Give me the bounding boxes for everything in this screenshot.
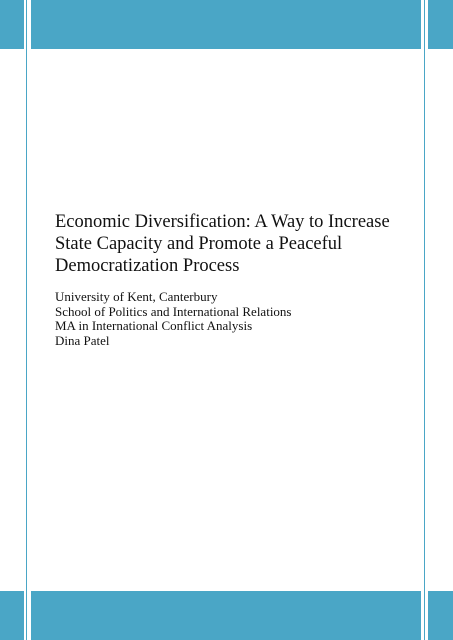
top-band-left xyxy=(0,0,24,49)
university-name: University of Kent, Canterbury xyxy=(55,289,218,304)
author-name: Dina Patel xyxy=(55,332,110,348)
bottom-band-left xyxy=(0,591,24,640)
programme-name: MA in International Conflict Analysis xyxy=(55,318,253,333)
title-line-3: Democratization Process xyxy=(55,256,240,276)
document-title xyxy=(55,211,415,277)
title-line-2: State Capacity and Promote a Peaceful xyxy=(55,234,343,254)
document-metadata xyxy=(55,290,415,348)
title-line-1: Economic Diversification: A Way to Increase xyxy=(55,212,390,232)
top-band-center xyxy=(31,0,421,49)
top-band-right xyxy=(428,0,453,49)
right-border-line xyxy=(424,0,425,640)
school-name: School of Politics and International Relations xyxy=(55,303,292,319)
left-border-line xyxy=(26,0,27,640)
bottom-band-center xyxy=(31,591,421,640)
bottom-band-right xyxy=(428,591,453,640)
